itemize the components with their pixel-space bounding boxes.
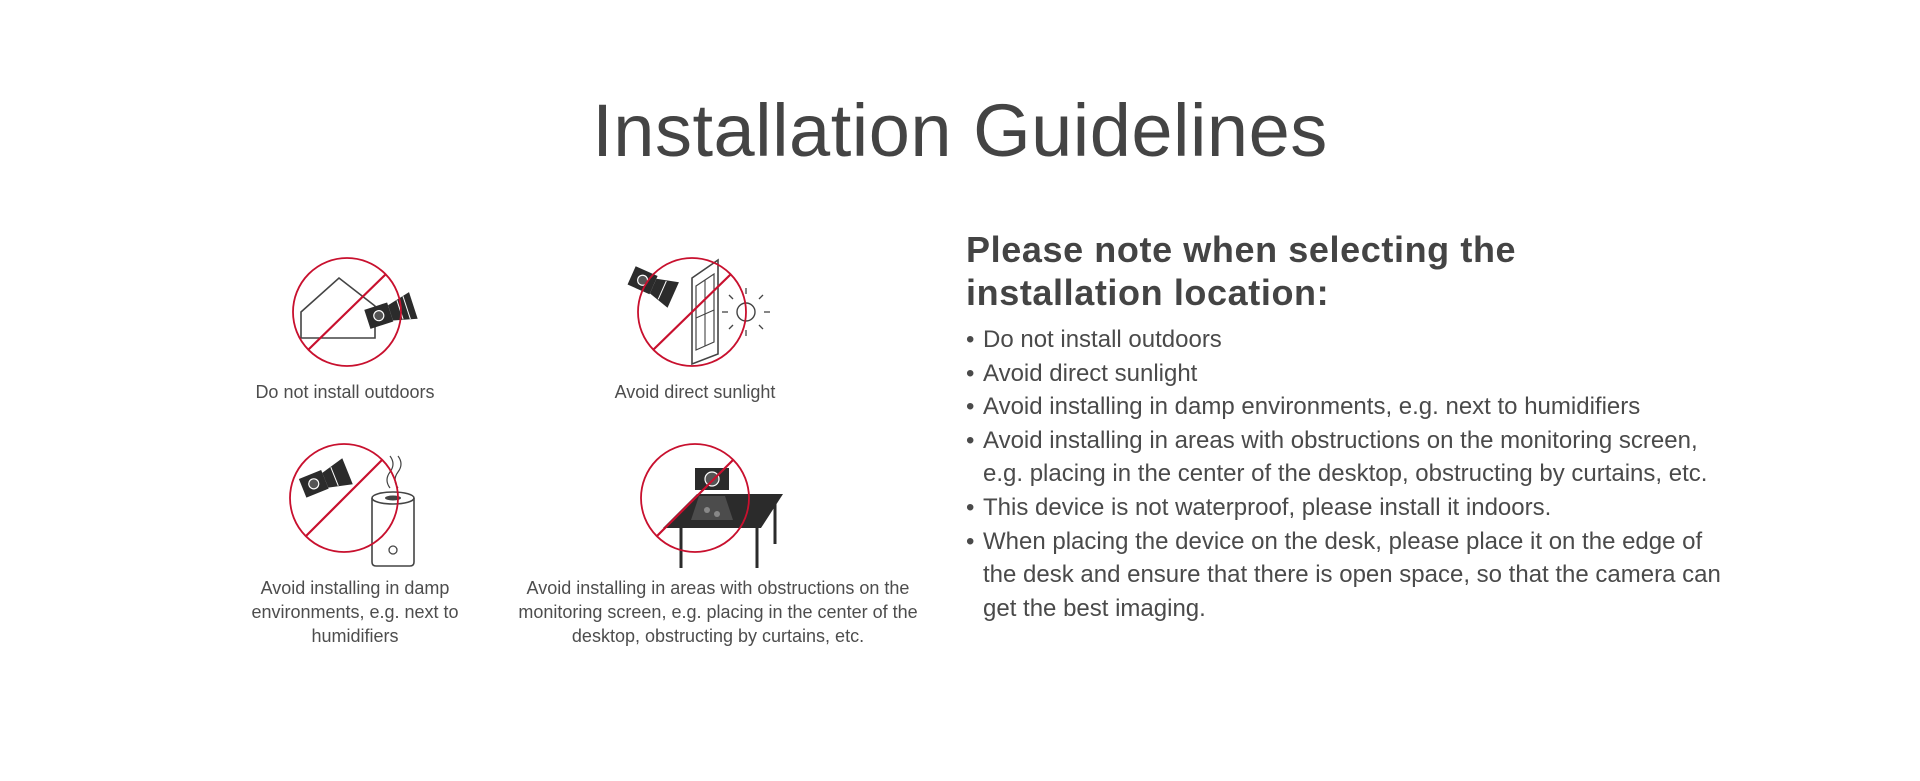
list-item: • Avoid installing in areas with obstructions on the monitoring screen, e.g. placing in the center of the desktop, obstructing by curtains, etc. xyxy=(966,424,1726,491)
no-humidifier-icon xyxy=(270,440,440,570)
guideline-obstruction xyxy=(503,440,933,648)
no-sunlight-icon xyxy=(610,256,780,374)
notes-list xyxy=(966,323,1726,625)
guideline-damp xyxy=(240,440,470,648)
list-item: • Avoid installing in damp environments, e.g. next to humidifiers xyxy=(966,390,1726,424)
no-outdoors-icon xyxy=(265,256,425,374)
list-item: • Avoid direct sunlight xyxy=(966,357,1726,391)
guideline-caption: Avoid direct sunlight xyxy=(614,382,776,402)
guideline-caption: Avoid installing in areas with obstructions on the monitoring screen, e.g. placing in the center of the desktop, obstructing by curtains, etc. xyxy=(518,578,918,646)
notes-heading: Please note when selecting the installation location: xyxy=(966,229,1517,313)
page-title: Installation Guidelines xyxy=(592,89,1328,172)
installation-notes xyxy=(966,228,1726,625)
guideline-outdoors xyxy=(240,256,450,404)
list-item: • Do not install outdoors xyxy=(966,323,1726,357)
list-item: • When placing the device on the desk, please place it on the edge of the desk and ensure that there is open space, so that the camera can get the best imaging. xyxy=(966,525,1726,626)
list-item: • This device is not waterproof, please install it indoors. xyxy=(966,491,1726,525)
guideline-sunlight xyxy=(600,256,790,404)
no-obstruction-icon xyxy=(633,440,803,570)
guideline-caption: Do not install outdoors xyxy=(255,382,435,402)
guideline-caption: Avoid installing in damp environments, e.g. next to humidifiers xyxy=(251,578,459,646)
